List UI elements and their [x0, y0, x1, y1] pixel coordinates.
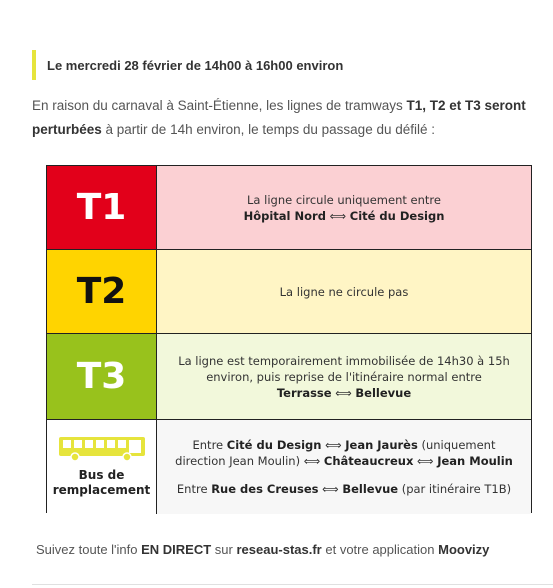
stop-name: Bellevue [355, 385, 412, 400]
intro-line-2 [32, 118, 553, 142]
divider [32, 584, 553, 585]
stop-name: Jean Jaurès [345, 438, 418, 452]
intro-paragraph [32, 94, 553, 142]
table-row-t3 [47, 334, 531, 420]
section-heading [32, 50, 343, 80]
desc-line: Entre Rue des Creuses ⟺ Bellevue (par itinéraire T1B) [176, 482, 512, 496]
row-description-t2 [157, 250, 531, 333]
bus-label: Bus de [78, 468, 125, 482]
row-description-t3 [157, 334, 531, 419]
bus-label: remplacement [52, 483, 151, 497]
stop-name: Hôpital Nord [243, 208, 326, 223]
desc-line: Entre Cité du Design ⟺ Jean Jaurès (uniquement [192, 438, 496, 452]
desc-line: environ, puis reprise de l'itinéraire normal entre [206, 369, 482, 384]
disruption-table [46, 165, 532, 513]
intro-bold-2: perturbées [32, 122, 102, 137]
row-description-bus [157, 420, 531, 514]
stop-name: Cité du Design [226, 438, 322, 452]
desc-line: direction Jean Moulin) ⟺ Châteaucreux ⟺ Jean Moulin [175, 454, 513, 468]
bidirectional-arrow-icon: ⟺ [335, 385, 352, 400]
stop-name: Cité du Design [349, 208, 445, 223]
table-row-t2 [47, 250, 531, 334]
table-row-bus [47, 420, 531, 514]
table-row-t1 [47, 166, 531, 250]
stop-name: Terrasse [276, 385, 332, 400]
desc-line: La ligne est temporairement immobilisée de 14h30 à 15h [178, 353, 510, 368]
desc-route [277, 385, 411, 401]
live-label: EN DIRECT [141, 542, 212, 557]
heading-text: Le mercredi 28 février de 14h00 à 16h00 environ [47, 57, 344, 73]
desc-line: La ligne ne circule pas [279, 284, 409, 299]
stop-name: Bellevue [342, 482, 399, 496]
line-badge-t3: T3 [47, 334, 157, 419]
footer-text: Suivez toute l'info EN DIRECT sur reseau-stas.fr et votre application Moovizy [36, 542, 490, 557]
website-link[interactable]: reseau-stas.fr [236, 542, 322, 557]
intro-text: En raison du carnaval à Saint-Étienne, les lignes de tramways [32, 98, 407, 113]
intro-text-2: à partir de 14h environ, le temps du passage du défilé : [101, 122, 435, 137]
desc-line: La ligne circule uniquement entre [247, 192, 441, 207]
bidirectional-arrow-icon: ⟺ [329, 208, 347, 223]
row-description-t1 [157, 166, 531, 249]
stop-name: Châteaucreux [323, 454, 414, 468]
bus-icon [57, 436, 147, 462]
stop-name: Jean Moulin [437, 454, 513, 468]
intro-bold: T1, T2 et T3 seront [406, 98, 526, 113]
desc-route [244, 208, 445, 224]
line-badge-t2: T2 [47, 250, 157, 333]
app-name: Moovizy [438, 542, 490, 557]
stop-name: Rue des Creuses [211, 482, 319, 496]
line-badge-t1: T1 [47, 166, 157, 249]
line-badge-bus [47, 420, 157, 514]
intro-line-1 [32, 94, 553, 118]
